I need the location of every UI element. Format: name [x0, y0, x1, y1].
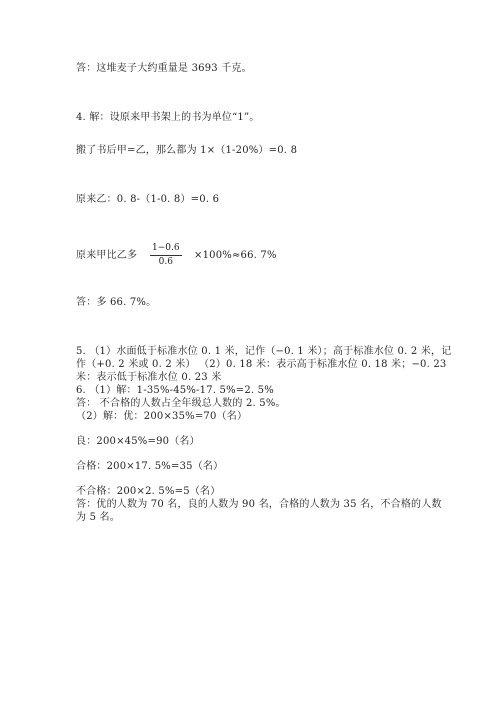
problem-4-step-3-label: 原来甲比乙多	[76, 250, 138, 261]
problem-5-line-3: 米：表示低于标准水位 0. 23 米	[76, 372, 222, 383]
fraction-numerator: 1−0.6	[150, 243, 182, 256]
problem-6-part-2-pass: 合格：200×17. 5%=35（名）	[76, 461, 224, 472]
problem-6-final-answer-line-1: 答：优的人数为 70 名，良的人数为 90 名，合格的人数为 35 名，不合格的人数	[76, 499, 442, 510]
problem-6-part-2-excellent: （2）解：优：200×35%=70（名）	[76, 411, 248, 422]
problem-4-step-3-result: ×100%≈66. 7%	[194, 250, 277, 261]
problem-6-part-2-fail: 不合格：200×2. 5%=5（名）	[76, 486, 221, 497]
problem-4-fraction	[150, 243, 182, 268]
problem-4-setup: 4. 解：设原来甲书架上的书为单位“1”。	[76, 112, 260, 123]
problem-6-part-1: 6. （1）解：1-35%-45%-17. 5%=2. 5%	[76, 385, 274, 396]
problem-6-final-answer-line-2: 为 5 名。	[76, 512, 120, 523]
answer-line-wheat-weight: 答：这堆麦子大约重量是 3693 千克。	[76, 63, 252, 74]
problem-6-part-2-good: 良：200×45%=90（名）	[76, 436, 200, 447]
fraction-denominator: 0.6	[158, 257, 173, 267]
problem-5-line-2: 作（+0. 2 米或 0. 2 米） （2）0. 18 米：表示高于标准水位 0. 18 米；−0. 23	[76, 359, 447, 370]
problem-4-step-1: 搬了书后甲=乙，那么都为 1×（1-20%）=0. 8	[76, 145, 298, 156]
problem-4-answer: 答：多 66. 7%。	[76, 297, 157, 308]
problem-6-part-1-answer: 答： 不合格的人数占全年级总人数的 2. 5%。	[76, 398, 286, 409]
problem-4-step-2: 原来乙：0. 8-（1-0. 8）=0. 6	[76, 194, 220, 205]
problem-5-line-1: 5. （1）水面低于标准水位 0. 1 米，记作（−0. 1 米）；高于标准水位 0. 2 米，记	[76, 346, 452, 357]
